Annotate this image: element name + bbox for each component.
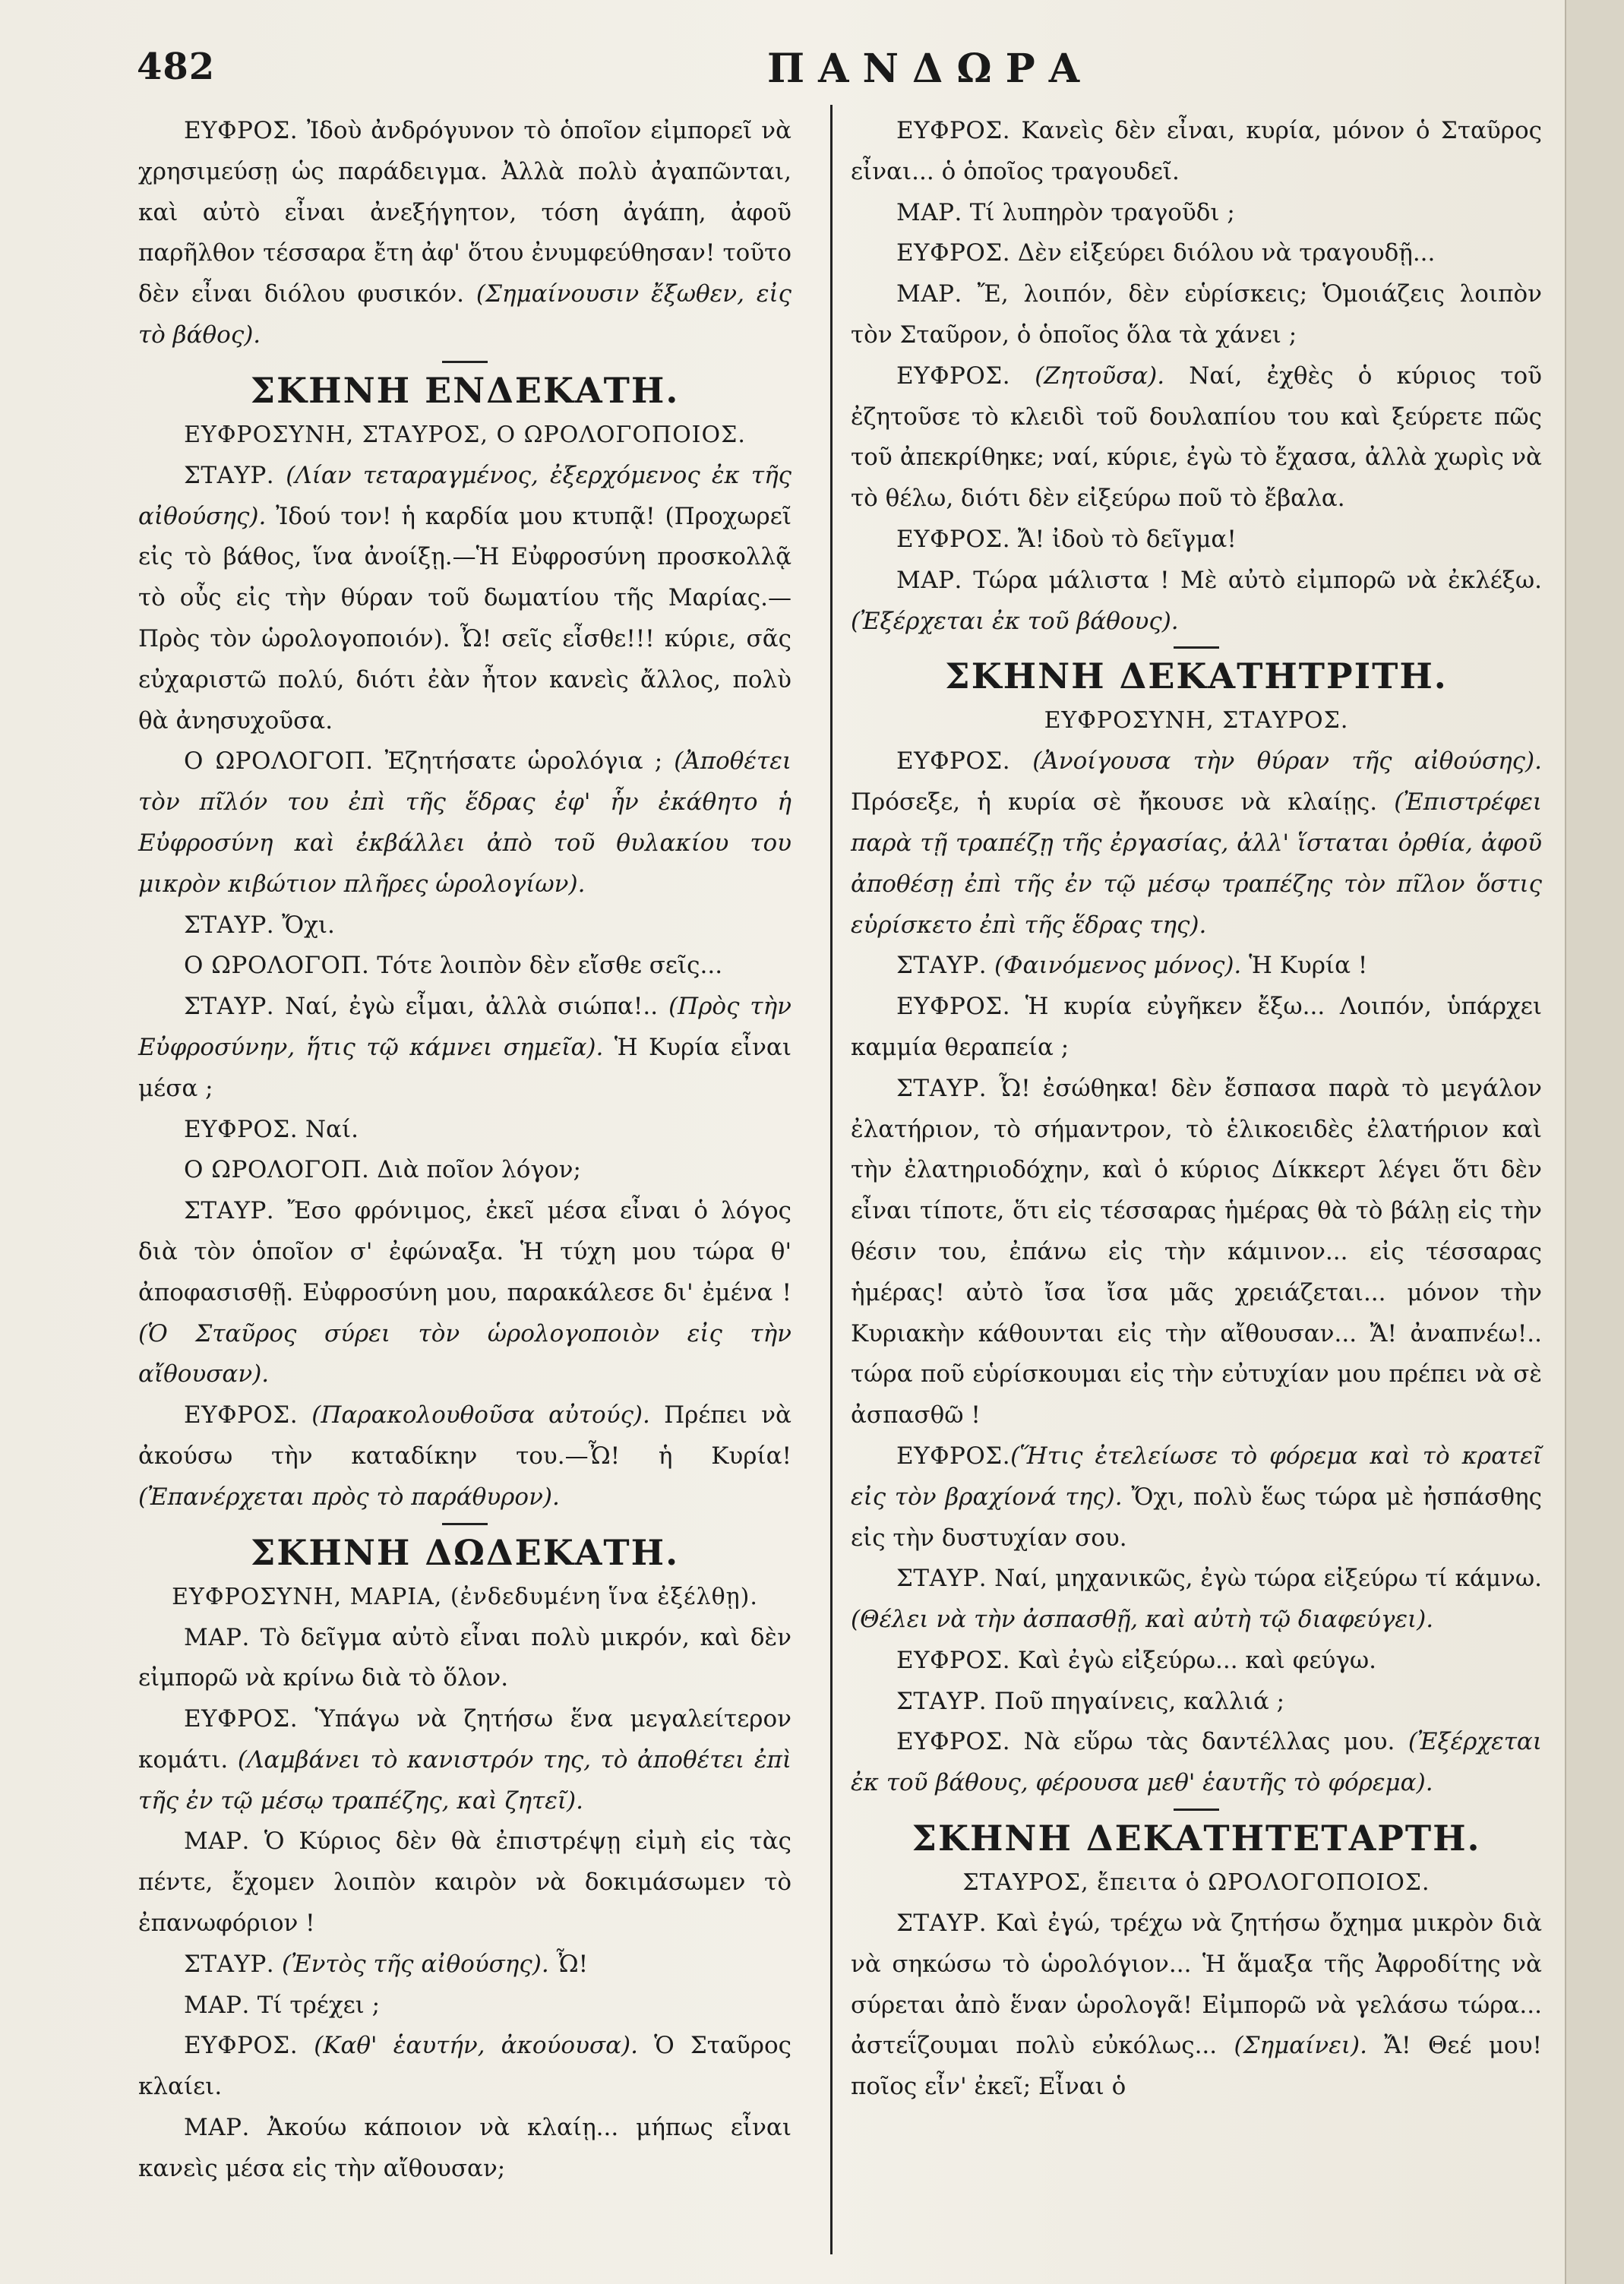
dialogue-text: Ἄ! ἰδοὺ τὸ δεῖγμα! <box>1010 525 1237 553</box>
stage-direction: (Ἐξέρχεται ἐκ τοῦ βάθους). <box>851 607 1179 635</box>
speaker-name: ΕΥΦΡΟΣ. <box>184 1115 299 1143</box>
dialogue-text: Νὰ εὕρω τὰς δαντέλλας μου. <box>1010 1728 1395 1756</box>
speaker-name: ΣΤΑΥΡ. <box>896 1687 987 1715</box>
dialogue-text: Ὑπάγω νὰ ζητήσω ἕνα μεγαλείτερον κομάτι. <box>138 1705 791 1774</box>
dialogue-text: Πρόσεξε, ἡ κυρία σὲ ἤκουσε νὰ κλαίῃς. <box>851 788 1378 817</box>
dialogue-text: Κανεὶς δὲν εἶναι, κυρία, μόνον ὁ Σταῦρος εἶναι... ὁ ὁποῖος τραγουδεῖ. <box>851 117 1542 185</box>
speaker-name: ΕΥΦΡΟΣ. <box>184 117 299 144</box>
dialogue-paragraph <box>138 1944 791 1985</box>
dialogue-paragraph <box>851 1682 1542 1723</box>
dialogue-paragraph <box>851 274 1542 356</box>
speaker-name: ΣΤΑΥΡ. <box>184 1197 275 1225</box>
dialogue-paragraph <box>851 946 1542 987</box>
dialogue-paragraph <box>138 1110 791 1151</box>
stage-direction: (Πρὸς τὴν Εὐφροσύνην, ἥτις τῷ κάμνει σημεῖα). <box>138 993 791 1061</box>
dialogue-paragraph <box>851 356 1542 520</box>
scene-divider-rule <box>442 361 488 363</box>
scene-divider-rule <box>1174 646 1219 649</box>
scene-heading: ΣΚΗΝΗ ΕΝΔΕΚΑΤΗ. <box>250 369 680 411</box>
dialogue-text: Τί τρέχει ; <box>249 1991 381 2019</box>
scene-cast-list: ΣΤΑΥΡΟΣ, ἔπειτα ὁ ΩΡΟΛΟΓΟΠΟΙΟΣ. <box>962 1869 1430 1897</box>
dialogue-text: Ἡ Κυρία εἶναι μέσα ; <box>138 1033 792 1102</box>
stage-direction: (Ἐντὸς τῆς αἰθούσης). <box>274 1950 549 1978</box>
scene-heading: ΣΚΗΝΗ ΔΩΔΕΚΑΤΗ. <box>250 1531 680 1573</box>
dialogue-text: Καὶ ἐγὼ εἰξεύρω... καὶ φεύγω. <box>1010 1646 1377 1674</box>
dialogue-text: Τὸ δεῖγμα αὐτὸ εἶναι πολὺ μικρόν, καὶ δὲν εἰμπορῶ νὰ κρίνω διὰ τὸ ὅλον. <box>138 1623 791 1692</box>
dialogue-text: Ὁ Κύριος δὲν θὰ ἐπιστρέψῃ εἰμὴ εἰς τὰς πέντε, ἔχομεν λοιπὸν καιρὸν νὰ δοκιμάσωμεν τὸ ἐπανωφόριον ! <box>138 1828 791 1938</box>
left-column <box>138 111 791 2190</box>
stage-direction: (Φαινόμενος μόνος). <box>987 952 1242 980</box>
dialogue-text: Καὶ ἐγώ, τρέχω νὰ ζητήσω ὄχημα μικρὸν διὰ νὰ σηκώσω τὸ ὡρολόγιον... Ἡ ἅμαξα τῆς Ἀφροδίτης νὰ σύρεται ἀπὸ ἕναν ὡρολογᾶ! Εἰμπορῶ νὰ γελάσω τώρα... ἀστεΐζουμαι πολὺ εὐκόλως... <box>851 1910 1542 2060</box>
speaker-name: ΜΑΡ. <box>896 198 962 226</box>
dialogue-paragraph <box>138 1150 791 1191</box>
dialogue-text: Ἔσο φρόνιμος, ἐκεῖ μέσα εἶναι ὁ λόγος διὰ τὸν ὁποῖον σ' ἐφώναξα. Ἡ τύχη μου τώρα θ' ἀποφασισθῇ. Εὐφροσύνη μου, παρακάλεσε δι' ἐμένα ! <box>138 1197 791 1306</box>
scene-divider-rule <box>1174 1809 1219 1811</box>
dialogue-text: Ἔ, λοιπόν, δὲν εὑρίσκεις; Ὁμοιάζεις λοιπὸν τὸν Σταῦρον, ὁ ὁποῖος ὅλα τὰ χάνει ; <box>851 280 1542 349</box>
scene-cast-list: ΕΥΦΡΟΣΥΝΗ, ΣΤΑΥΡΟΣ, Ο ΩΡΟΛΟΓΟΠΟΙΟΣ. <box>184 421 746 448</box>
dialogue-paragraph <box>138 905 791 946</box>
dialogue-text: Ναί, μηχανικῶς, ἐγὼ τώρα εἰξεύρω τί κάμνω. <box>987 1565 1542 1593</box>
dialogue-text: Πρέπει νὰ ἀκούσω τὴν καταδίκην του.—Ὦ! ἡ Κυρία! <box>138 1401 791 1470</box>
speaker-name: Ο ΩΡΟΛΟΓΟΠ. <box>184 747 374 776</box>
stage-direction: (Σημαίνει). <box>1217 2032 1367 2060</box>
stage-direction: (Παρακολουθοῦσα αὐτούς). <box>298 1401 650 1429</box>
speaker-name: ΣΤΑΥΡ. <box>184 1950 275 1978</box>
speaker-name: ΜΑΡ. <box>184 1828 250 1856</box>
speaker-name: ΕΥΦΡΟΣ. <box>896 525 1011 553</box>
dialogue-paragraph <box>851 193 1542 234</box>
dialogue-text: Ἀκούω κάποιον νὰ κλαίῃ... μήπως εἶναι κανεὶς μέσα εἰς τὴν αἴθουσαν; <box>138 2114 791 2182</box>
speaker-name: ΣΤΑΥΡ. <box>184 911 275 939</box>
dialogue-paragraph <box>851 1559 1542 1641</box>
dialogue-paragraph <box>851 233 1542 274</box>
stage-direction: (Ἐπιστρέφει παρὰ τῇ τραπέζῃ τῆς ἐργασίας, ἀλλ' ἵσταται ὀρθία, ἀφοῦ ἀποθέσῃ ἐπὶ τῆς ἐν τῷ μέσῳ τραπέζης τὸν πῖλον ὅστις εὑρίσκετο ἐπὶ τῆς ἕδρας της). <box>851 788 1542 939</box>
speaker-name: ΜΑΡ. <box>896 566 962 594</box>
scene-heading: ΣΚΗΝΗ ΔΕΚΑΤΗΤΕΤΑΡΤΗ. <box>912 1818 1481 1859</box>
dialogue-paragraph <box>138 1985 791 2027</box>
dialogue-paragraph <box>851 111 1542 193</box>
speaker-name: ΜΑΡ. <box>184 2114 250 2142</box>
dialogue-paragraph <box>851 520 1542 561</box>
speaker-name: ΕΥΦΡΟΣ. <box>896 239 1011 267</box>
dialogue-text: Ναί, ἐγὼ εἶμαι, ἀλλὰ σιώπα!.. <box>274 993 659 1021</box>
dialogue-text: Ναί, ἐχθὲς ὁ κύριος τοῦ ἐζητοῦσε τὸ κλειδὶ τοῦ δουλαπίου του καὶ ξεύρετε πῶς τοῦ ἀπεκρίθηκε; ναί, κύριε, ἐγὼ τὸ ἔχασα, ἀλλὰ χωρὶς νὰ τὸ θέλω, διότι δὲν εἰξεύρω ποῦ τὸ ἔβαλα. <box>851 362 1542 513</box>
stage-direction: (Ἐπανέρχεται πρὸς τὸ παράθυρον). <box>138 1483 560 1511</box>
dialogue-paragraph <box>138 2026 791 2108</box>
speaker-name: ΕΥΦΡΟΣ. <box>184 1705 299 1733</box>
speaker-name: ΕΥΦΡΟΣ. <box>896 1728 1011 1756</box>
dialogue-text: Τί λυπηρὸν τραγοῦδι ; <box>962 198 1235 226</box>
dialogue-text: Ἐζητήσατε ὡρολόγια ; <box>373 747 663 776</box>
dialogue-paragraph <box>138 2108 791 2190</box>
running-title: ΠΑΝΔΩΡΑ <box>767 46 1094 92</box>
dialogue-text: Ὦ! <box>548 1950 589 1978</box>
stage-direction: (Ἐξέρχεται ἐκ τοῦ βάθους, φέρουσα μεθ' ἑαυτῆς τὸ φόρεμα). <box>851 1728 1542 1797</box>
dialogue-text: Ἄ! Θεέ μου! ποῖος εἶν' ἐκεῖ; Εἶναι ὁ <box>851 2032 1543 2101</box>
right-column <box>851 111 1542 2108</box>
speaker-name: ΣΤΑΥΡ. <box>896 1910 987 1938</box>
speaker-name: ΕΥΦΡΟΣ. <box>896 1442 1011 1470</box>
stage-direction: (Λαμβάνει τὸ κανιστρόν της, τὸ ἀποθέτει ἐπὶ τῆς ἐν τῷ μέσῳ τραπέζης, καὶ ζητεῖ). <box>138 1745 791 1815</box>
speaker-name: ΣΤΑΥΡ. <box>184 993 275 1021</box>
stage-direction: (Ἀνοίγουσα τὴν θύραν τῆς αἰθούσης). <box>1010 747 1542 776</box>
dialogue-paragraph <box>851 1436 1542 1559</box>
speaker-name: ΜΑΡ. <box>184 1623 250 1651</box>
stage-direction: (Ὁ Σταῦρος σύρει τὸν ὡρολογοποιὸν εἰς τὴν αἴθουσαν). <box>138 1319 791 1388</box>
speaker-name: ΣΤΑΥΡ. <box>896 1074 987 1102</box>
dialogue-paragraph <box>138 1699 791 1821</box>
scene-cast-list: ΕΥΦΡΟΣΥΝΗ, ΣΤΑΥΡΟΣ. <box>1044 707 1349 734</box>
dialogue-paragraph <box>851 741 1542 946</box>
speaker-name: ΜΑΡ. <box>896 280 962 308</box>
column-divider <box>830 105 833 2254</box>
dialogue-text: Ἰδοὺ ἀνδρόγυνον τὸ ὁποῖον εἰμπορεῖ νὰ χρησιμεύσῃ ὡς παράδειγμα. Ἀλλὰ πολὺ ἀγαπῶνται, καὶ αὐτὸ εἶναι ἀνεξήγητον, τόση ἀγάπη, ἀφοῦ παρῆλθον τέσσαρα ἔτη ἀφ' ὅτου ἐνυμφεύθησαν! τοῦτο δὲν εἶναι διόλου φυσικόν. <box>138 117 791 308</box>
dialogue-paragraph <box>851 1069 1542 1436</box>
scene-cast-list: ΕΥΦΡΟΣΥΝΗ, ΜΑΡΙΑ, (ἐνδεδυμένη ἵνα ἐξέλθῃ). <box>172 1583 758 1610</box>
dialogue-text: Τώρα μάλιστα ! Μὲ αὐτὸ εἰμπορῶ νὰ ἐκλέξω. <box>962 566 1542 594</box>
dialogue-text: Ἰδού τον! ἡ καρδία μου κτυπᾷ! (Προχωρεῖ εἰς τὸ βάθος, ἵνα ἀνοίξῃ.—Ἡ Εὐφροσύνη προσκολλᾷ τὸ οὖς εἰς τὴν θύραν τοῦ δωματίου τῆς Μαρίας.—Πρὸς τὸν ὡρολογοποιόν). Ὦ! σεῖς εἶσθε!!! κύριε, σᾶς εὐχαριστῶ πολύ, διότι ἐὰν ἦτον κανεὶς ἄλλος, πολὺ θὰ ἀνησυχοῦσα. <box>138 502 791 734</box>
dialogue-text: Ὄχι, πολὺ ἕως τώρα μὲ ἠσπάσθης εἰς τὴν δυστυχίαν σου. <box>851 1483 1542 1552</box>
dialogue-text: Διὰ ποῖον λόγον; <box>369 1156 581 1184</box>
dialogue-paragraph <box>138 946 791 987</box>
dialogue-text: Ὁ Σταῦρος κλαίει. <box>138 2032 791 2101</box>
scene-heading: ΣΚΗΝΗ ΔΕΚΑΤΗΤΡΙΤΗ. <box>945 656 1448 697</box>
speaker-name: ΣΤΑΥΡ. <box>896 1565 987 1593</box>
stage-direction: (Θέλει νὰ τὴν ἀσπασθῇ, καὶ αὐτὴ τῷ διαφεύγει). <box>851 1606 1434 1634</box>
dialogue-text: Ναί. <box>298 1115 359 1143</box>
dialogue-text: Ποῦ πηγαίνεις, καλλιά ; <box>987 1687 1285 1715</box>
dialogue-paragraph <box>138 1191 791 1395</box>
dialogue-paragraph <box>851 987 1542 1069</box>
stage-direction: (Ζητοῦσα). <box>1010 362 1165 390</box>
dialogue-text: Δὲν εἰξεύρει διόλου νὰ τραγουδῇ... <box>1010 239 1436 267</box>
dialogue-paragraph <box>138 456 791 742</box>
speaker-name: ΣΤΑΥΡ. <box>896 952 987 980</box>
facing-page-edge <box>1565 0 1624 2284</box>
speaker-name: ΕΥΦΡΟΣ. <box>184 1401 299 1429</box>
dialogue-text: Ἡ κυρία εὐγῆκεν ἔξω... Λοιπόν, ὑπάρχει καμμία θεραπεία ; <box>851 993 1542 1061</box>
speaker-name: ΕΥΦΡΟΣ. <box>896 747 1011 776</box>
speaker-name: Ο ΩΡΟΛΟΓΟΠ. <box>184 1156 370 1184</box>
dialogue-paragraph <box>138 111 791 356</box>
page-number: 482 <box>137 46 216 88</box>
dialogue-paragraph <box>851 561 1542 643</box>
dialogue-paragraph <box>138 1618 791 1700</box>
dialogue-paragraph <box>851 1722 1542 1804</box>
speaker-name: ΕΥΦΡΟΣ. <box>896 362 1011 390</box>
speaker-name: ΕΥΦΡΟΣ. <box>896 117 1011 144</box>
dialogue-paragraph <box>851 1641 1542 1682</box>
stage-direction: (Λίαν τεταραγμένος, ἐξερχόμενος ἐκ τῆς αἰθούσης). <box>138 461 791 530</box>
dialogue-text: Ὄχι. <box>274 911 335 939</box>
speaker-name: ΕΥΦΡΟΣ. <box>896 993 1011 1021</box>
stage-direction: (Σημαίνουσιν ἔξωθεν, εἰς τὸ βάθος). <box>138 280 791 349</box>
dialogue-paragraph <box>138 741 791 905</box>
dialogue-text: Ὦ! ἐσώθηκα! δὲν ἔσπασα παρὰ τὸ μεγάλον ἐλατήριον, τὸ σήμαντρον, τὸ ἑλικοειδὲς ἐλατήριον καὶ τὴν ἐλατηριοδόχην, καὶ ὁ κύριος Δίκκερτ λέγει ὅτι δὲν εἶναι τίποτε, ὅτι εἰς τέσσαρας ἡμέρας θὰ τὸ βάλῃ εἰς τὴν θέσιν του, ἐπάνω εἰς τὴν κάμινον... εἰς τέσσαρας ἡμέρας! αὐτὸ ἴσα ἴσα μᾶς χρειάζεται... μόνον τὴν Κυριακὴν κάθουνται εἰς τὴν αἴθουσαν... Ἄ! ἀναπνέω!.. τώρα ποῦ εὑρίσκουμαι εἰς τὴν εὐτυχίαν μου πρέπει νὰ σὲ ἀσπασθῶ ! <box>851 1074 1542 1429</box>
page-header <box>137 46 1565 99</box>
dialogue-paragraph <box>851 1903 1542 2108</box>
stage-direction: (Ἀποθέτει τὸν πῖλόν του ἐπὶ τῆς ἕδρας ἐφ' ἧν ἐκάθητο ἡ Εὐφροσύνη καὶ ἐκβάλλει ἀπὸ τοῦ θυλακίου του μικρὸν κιβώτιον πλῆρες ὡρολογίων). <box>138 747 791 898</box>
speaker-name: ΕΥΦΡΟΣ. <box>184 2032 299 2060</box>
speaker-name: Ο ΩΡΟΛΟΓΟΠ. <box>184 952 370 980</box>
dialogue-paragraph <box>138 1821 791 1944</box>
dialogue-paragraph <box>138 1395 791 1518</box>
stage-direction: (Ἥτις ἐτελείωσε τὸ φόρεμα καὶ τὸ κρατεῖ εἰς τὸν βραχίονά της). <box>851 1442 1542 1511</box>
speaker-name: ΣΤΑΥΡ. <box>184 461 275 489</box>
speaker-name: ΜΑΡ. <box>184 1991 250 2019</box>
dialogue-text: Τότε λοιπὸν δὲν εἴσθε σεῖς... <box>369 952 723 980</box>
dialogue-text: Ἡ Κυρία ! <box>1241 952 1368 980</box>
dialogue-paragraph <box>138 987 791 1109</box>
stage-direction: (Καθ' ἑαυτήν, ἀκούουσα). <box>298 2032 638 2060</box>
scene-divider-rule <box>442 1523 488 1525</box>
speaker-name: ΕΥΦΡΟΣ. <box>896 1646 1011 1674</box>
